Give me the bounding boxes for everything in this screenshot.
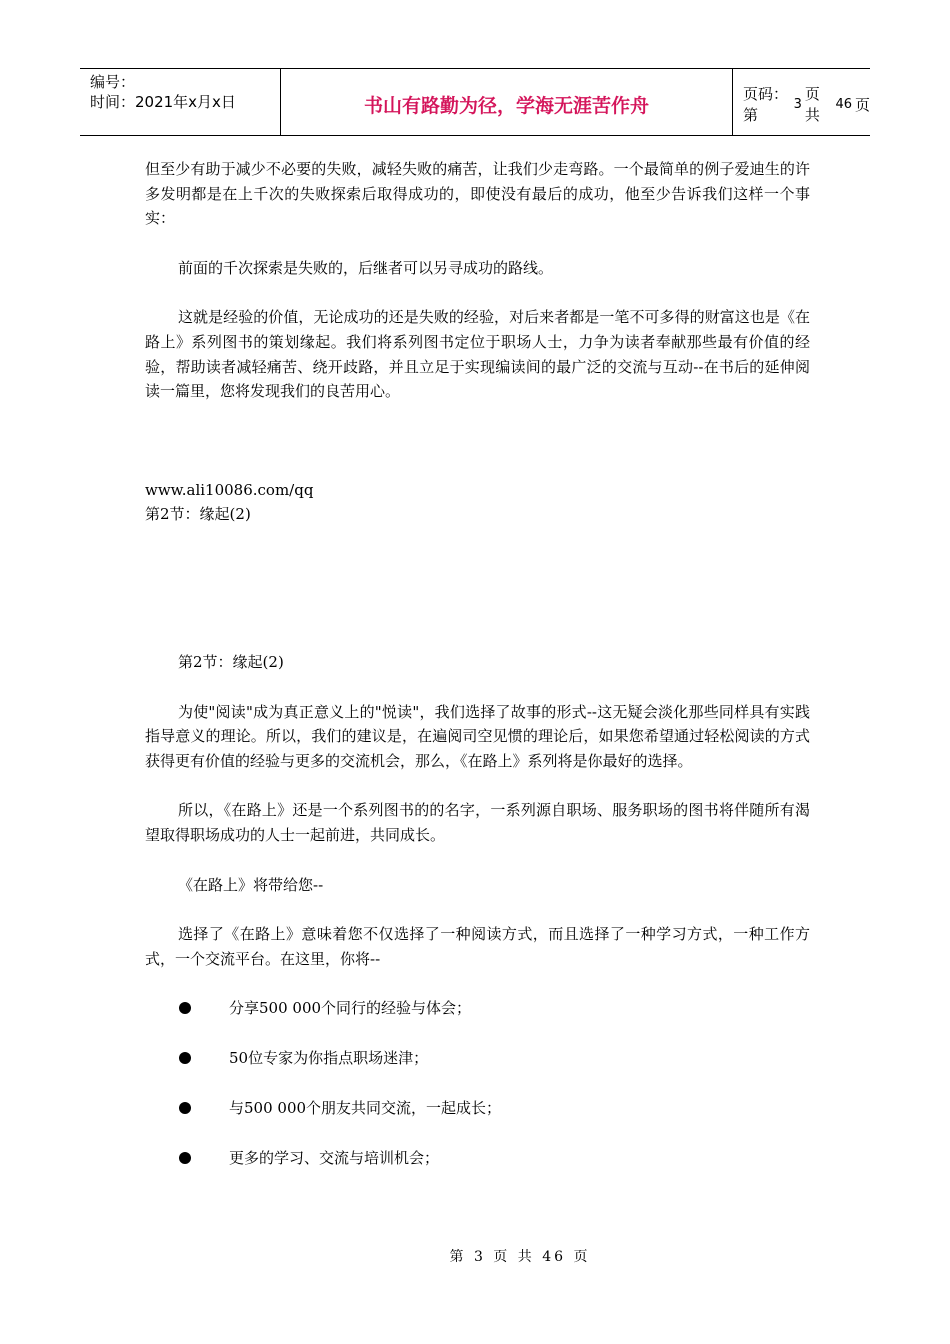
- bullet-icon: [179, 1152, 191, 1164]
- bullet-icon: [179, 1052, 191, 1064]
- paragraph: 《在路上》将带给您--: [178, 875, 324, 894]
- list-item: [145, 1096, 810, 1121]
- section-title-repeat: 第2节：缘起(2): [178, 652, 284, 671]
- page-footer: [0, 1246, 950, 1266]
- paragraph: 所以，《在路上》还是一个系列图书的的名字，一系列源自职场、服务职场的图书将伴随所有渴望取得职场成功的人士一起前进，共同成长。: [145, 801, 810, 844]
- page-suffix: 页: [854, 95, 870, 114]
- time-label: 时间：2021年x月x日: [90, 93, 236, 111]
- header-page-number: [733, 69, 870, 135]
- list-item-text: 与500 000个朋友共同交流，一起成长；: [229, 1099, 502, 1118]
- page-prefix: 页码：第: [743, 85, 789, 124]
- page-mid: 页 共: [804, 85, 820, 124]
- bullet-icon: [179, 1002, 191, 1014]
- list-item-text: 更多的学习、交流与培训机会；: [229, 1149, 440, 1168]
- section-title: 第2节：缘起(2): [145, 505, 251, 524]
- list-item: [145, 1046, 810, 1071]
- list-item-text: 50位专家为你指点职场迷津；: [229, 1049, 429, 1068]
- list-item: [145, 996, 810, 1021]
- paragraph: 但至少有助于减少不必要的失败，减轻失败的痛苦，让我们少走弯路。一个最简单的例子爱迪生的许多发明都是在上千次的失败探索后取得成功的，即使没有最后的成功，他至少告诉我们这样一个事实：: [145, 160, 810, 228]
- document-body: [145, 157, 810, 1171]
- paragraph: 这就是经验的价值，无论成功的还是失败的经验，对后来者都是一笔不可多得的财富这也是《在路上》系列图书的策划缘起。我们将系列图书定位于职场人士，力争为读者奉献那些最有价值的经验，帮助读者减轻痛苦、绕开歧路，并且立足于实现编读间的最广泛的交流与互动--在书后的延伸阅读一篇里，您将发现我们的良苦用心。: [145, 308, 810, 401]
- header-motto: 书山有路勤为径，学海无涯苦作舟: [281, 69, 733, 135]
- header-meta: [80, 69, 281, 135]
- url-text: www.ali10086.com/qq: [145, 480, 314, 499]
- page-total: 46: [835, 96, 852, 112]
- footer-page-number: 第 3 页 共 46 页: [449, 1249, 591, 1265]
- page-header: [80, 68, 870, 136]
- list-item-text: 分享500 000个同行的经验与体会；: [229, 999, 472, 1018]
- number-label: 编号：: [90, 73, 136, 91]
- paragraph: 为使"阅读"成为真正意义上的"悦读"，我们选择了故事的形式--这无疑会淡化那些同样具有实践指导意义的理论。所以，我们的建议是，在遍阅司空见惯的理论后，如果您希望通过轻松阅读的方式获得更有价值的经验与更多的交流机会，那么，《在路上》系列将是你最好的选择。: [145, 702, 810, 770]
- paragraph: 前面的千次探索是失败的，后继者可以另寻成功的路线。: [178, 258, 554, 277]
- list-item: [145, 1146, 810, 1171]
- paragraph: 选择了《在路上》意味着您不仅选择了一种阅读方式，而且选择了一种学习方式，一种工作方式，一个交流平台。在这里，你将--: [145, 925, 810, 968]
- bullet-icon: [179, 1102, 191, 1114]
- page-current: 3: [793, 96, 802, 112]
